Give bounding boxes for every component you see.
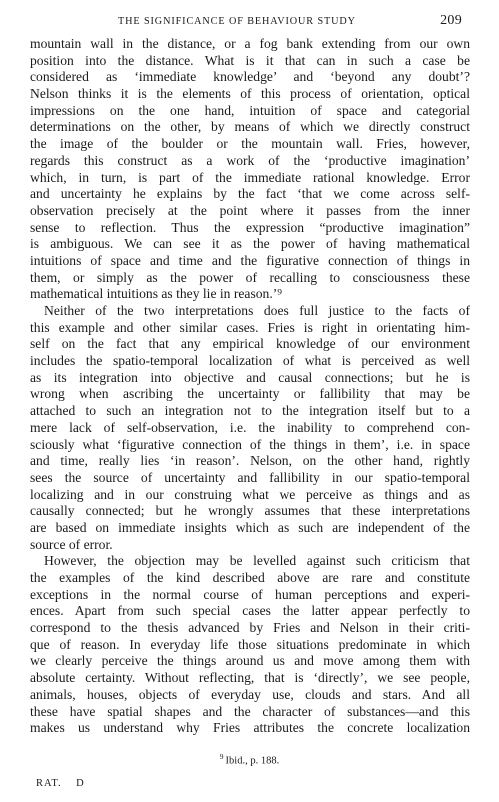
text-line: self on the fact that any empirical knowledge of our environment xyxy=(30,336,470,352)
text-line: includes the spatio-temporal localization of what is perceived as well xyxy=(30,353,470,369)
text-line: and uncertainty he explains by the fact ‘that we come across self- xyxy=(30,186,470,202)
paragraph-start-line: However, the objection may be levelled against such criticism that xyxy=(44,553,470,569)
text-line: sense to reflection. Thus the expression “productive imagination” xyxy=(30,219,470,235)
text-line: mountain wall in the distance, or a fog bank extending from our own xyxy=(30,36,470,51)
text-line: mathematical intuitions as they lie in reason.’⁹ xyxy=(30,286,283,302)
text-line: Nelson thinks it is the elements of this process of orientation, optical xyxy=(30,86,470,102)
signature-mark: RAT. D xyxy=(36,778,85,789)
text-line: position into the distance. What is it that can in such a case be xyxy=(30,52,470,68)
text-line: them, or simply as the power of recalling to consciousness these xyxy=(30,269,470,285)
text-line: are based on immediate insights which as such are independent of the xyxy=(30,519,470,535)
page-number: 209 xyxy=(440,13,462,28)
text-line: correspond to the thesis advanced by Fries and Nelson in their criti- xyxy=(30,620,470,636)
text-line: source of error. xyxy=(30,536,113,552)
text-line: attached to such an integration not to the integration itself but to a xyxy=(30,403,470,419)
footnote xyxy=(0,752,499,767)
text-line: exceptions in the normal course of human perceptions and experi- xyxy=(30,586,470,602)
text-line: animals, houses, objects of everyday use, clouds and stars. And all xyxy=(30,686,470,702)
text-line: ences. Apart from such special cases the latter appear perfectly to xyxy=(30,603,470,619)
text-line: que of reason. In everyday life those situations predominate in which xyxy=(30,636,470,652)
text-line: these have spatial shapes and the character of substances—and this xyxy=(30,703,470,719)
footnote-text: Ibid., p. 188. xyxy=(225,755,280,767)
text-line: which, in turn, is part of the immediate rational knowledge. Error xyxy=(30,169,470,185)
text-line: this example and other similar cases. Fries is right in orientating him- xyxy=(30,319,470,335)
text-line: is ambiguous. We can see it as the power of having mathematical xyxy=(30,236,470,252)
text-line: as its integration into objective and causal connections; but he is xyxy=(30,369,470,385)
text-line: considered as ‘immediate knowledge’ and ‘beyond any doubt’? xyxy=(30,69,470,85)
text-line: regards this construct as a work of the ‘productive imagination’ xyxy=(30,152,470,168)
running-title: THE SIGNIFICANCE OF BEHAVIOUR STUDY xyxy=(118,16,356,27)
text-line: sciously what ‘figurative connection of the things in them’, i.e. in space xyxy=(30,436,470,452)
text-line: makes us understand why Fries attributes the concrete localization xyxy=(30,720,470,736)
text-line: mere lack of self-observation, i.e. the inability to comprehend con- xyxy=(30,419,470,435)
text-line: and time, really lies ‘in reason’. Nelson, on the other hand, rightly xyxy=(30,453,470,469)
text-line: sees the source of uncertainty and fallibility in our spatio-temporal xyxy=(30,469,470,485)
text-line: the image of the boulder or the mountain wall. Fries, however, xyxy=(30,136,470,152)
text-line: causally connected; but he wrongly assumes that these interpretations xyxy=(30,503,470,519)
text-line: localizing and in our construing what we perceive as things and as xyxy=(30,486,470,502)
text-line: observation precisely at the point where it passes from the inner xyxy=(30,202,470,218)
text-line: impressions on the one hand, intuition of space and categorial xyxy=(30,102,470,118)
text-line: we clearly perceive the things around us and move among them with xyxy=(30,653,470,669)
text-line: absolute certainty. Without reflecting, that is ‘directly’, we see people, xyxy=(30,670,470,686)
text-line: the examples of the kind described above are rare and constitute xyxy=(30,570,470,585)
text-line: wrong when ascribing the uncertainty or fallibility that may be xyxy=(30,386,470,402)
text-line: determinations on the other, by means of which we directly construct xyxy=(30,119,470,135)
text-line: intuitions of space and time and the figurative connection of things in xyxy=(30,252,470,268)
body-text xyxy=(30,36,470,737)
footnote-marker: 9 xyxy=(219,752,224,761)
paragraph-start-line: Neither of the two interpretations does full justice to the facts of xyxy=(44,303,470,318)
running-head xyxy=(32,14,462,30)
